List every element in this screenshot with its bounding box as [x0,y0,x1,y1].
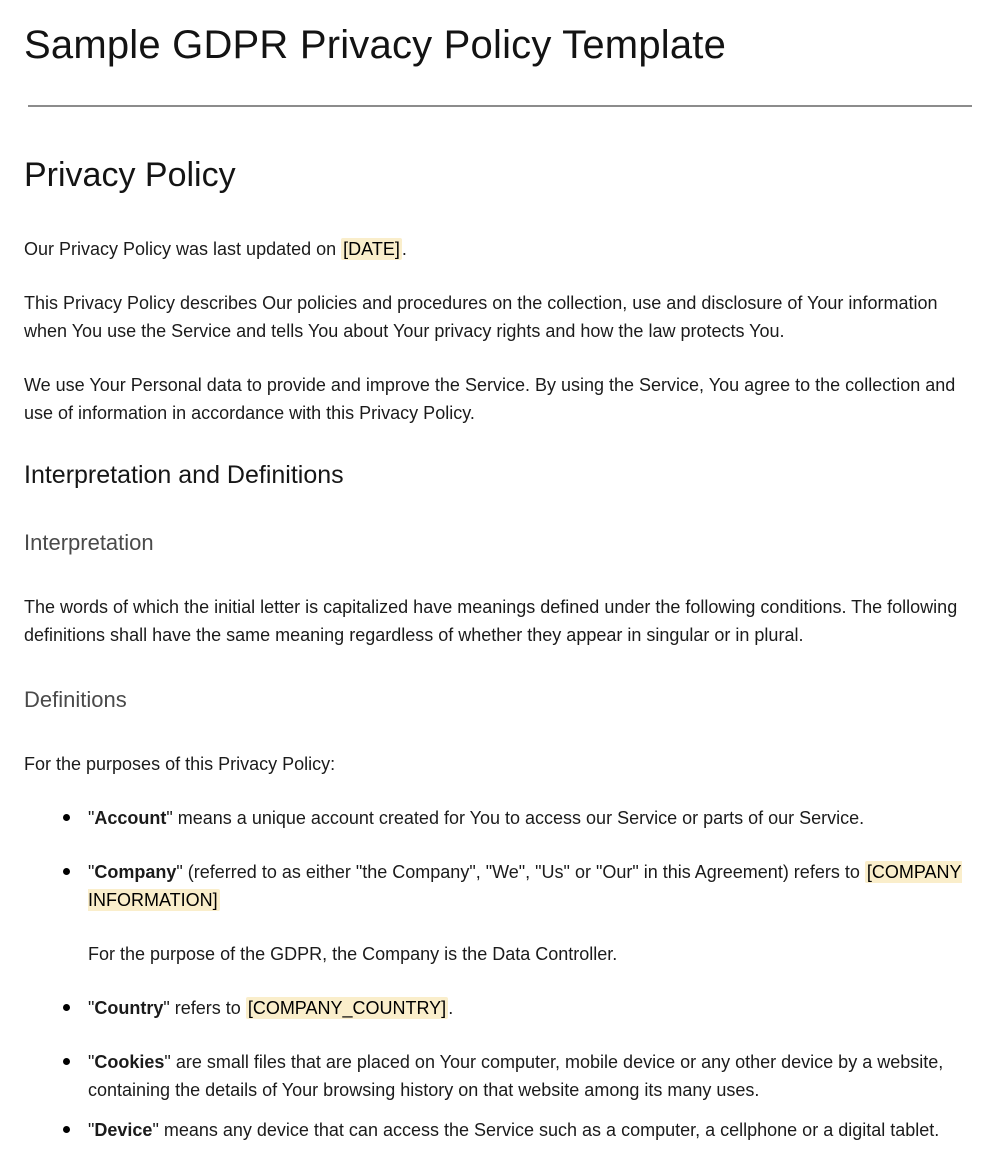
definition-text: " refers to [163,997,246,1018]
document-title: Sample GDPR Privacy Policy Template [24,23,727,67]
defined-term: Company [94,861,177,882]
defined-term: Cookies [94,1051,165,1072]
sub-heading-definitions: Definitions [24,686,127,712]
intro-paragraph: This Privacy Policy describes Our policies and procedures on the collection, use and disclosure of Your information when You use the Service and tells You about Your privacy rights and how the law protects You. [24,293,938,342]
intro-paragraph: We use Your Personal data to provide and improve the Service. By using the Service, You agree to the collection and use of information in accordance with this Privacy Policy. [24,375,956,424]
quote: " [88,1119,95,1140]
sub-heading-interpretation: Interpretation [24,529,154,555]
quote: " [88,997,95,1018]
definitions-lead-paragraph: For the purposes of this Privacy Policy: [24,753,336,774]
quote: " [88,807,95,828]
list-item-country [88,994,976,1022]
privacy-policy-heading: Privacy Policy [24,156,236,194]
definition-text: " are small files that are placed on Your computer, mobile device or any other device by a website, containing the details of Your browsing history on that website among its many uses. [88,1051,944,1100]
date-placeholder: [DATE] [343,239,400,260]
defined-term: Account [94,807,167,828]
interpretation-paragraph: The words of which the initial letter is capitalized have meanings defined under the following conditions. The following definitions shall have the same meaning regardless of whether they appear in singular or in plural. [24,596,958,645]
quote: " [88,1051,95,1072]
company-information-placeholder: [COMPANY INFORMATION] [88,861,962,910]
definition-text: " means any device that can access the Service such as a computer, a cellphone or a digital tablet. [152,1119,940,1140]
last-updated-text: Our Privacy Policy was last updated on [24,239,342,260]
section-heading-interpretation-and-definitions: Interpretation and Definitions [24,461,344,490]
list-item-account [88,804,976,832]
title-divider [28,105,972,107]
defined-term: Country [94,997,164,1018]
definition-tail: . [448,997,454,1018]
definitions-list [24,804,976,1144]
list-item-company [88,858,976,968]
list-item-device [88,1116,976,1144]
company-country-placeholder: [COMPANY_COUNTRY] [247,997,447,1018]
defined-term: Device [94,1119,153,1140]
list-item-cookies [88,1048,976,1104]
last-updated-suffix: . [401,239,407,260]
gdpr-controller-note: For the purpose of the GDPR, the Company is the Data Controller. [88,943,618,964]
quote: " [88,861,95,882]
definition-text: " (referred to as either "the Company", "We", "Us" or "Our" in this Agreement) refers to [176,861,865,882]
last-updated-paragraph [24,235,976,263]
definition-text: " means a unique account created for You to access our Service or parts of our Service. [166,807,865,828]
